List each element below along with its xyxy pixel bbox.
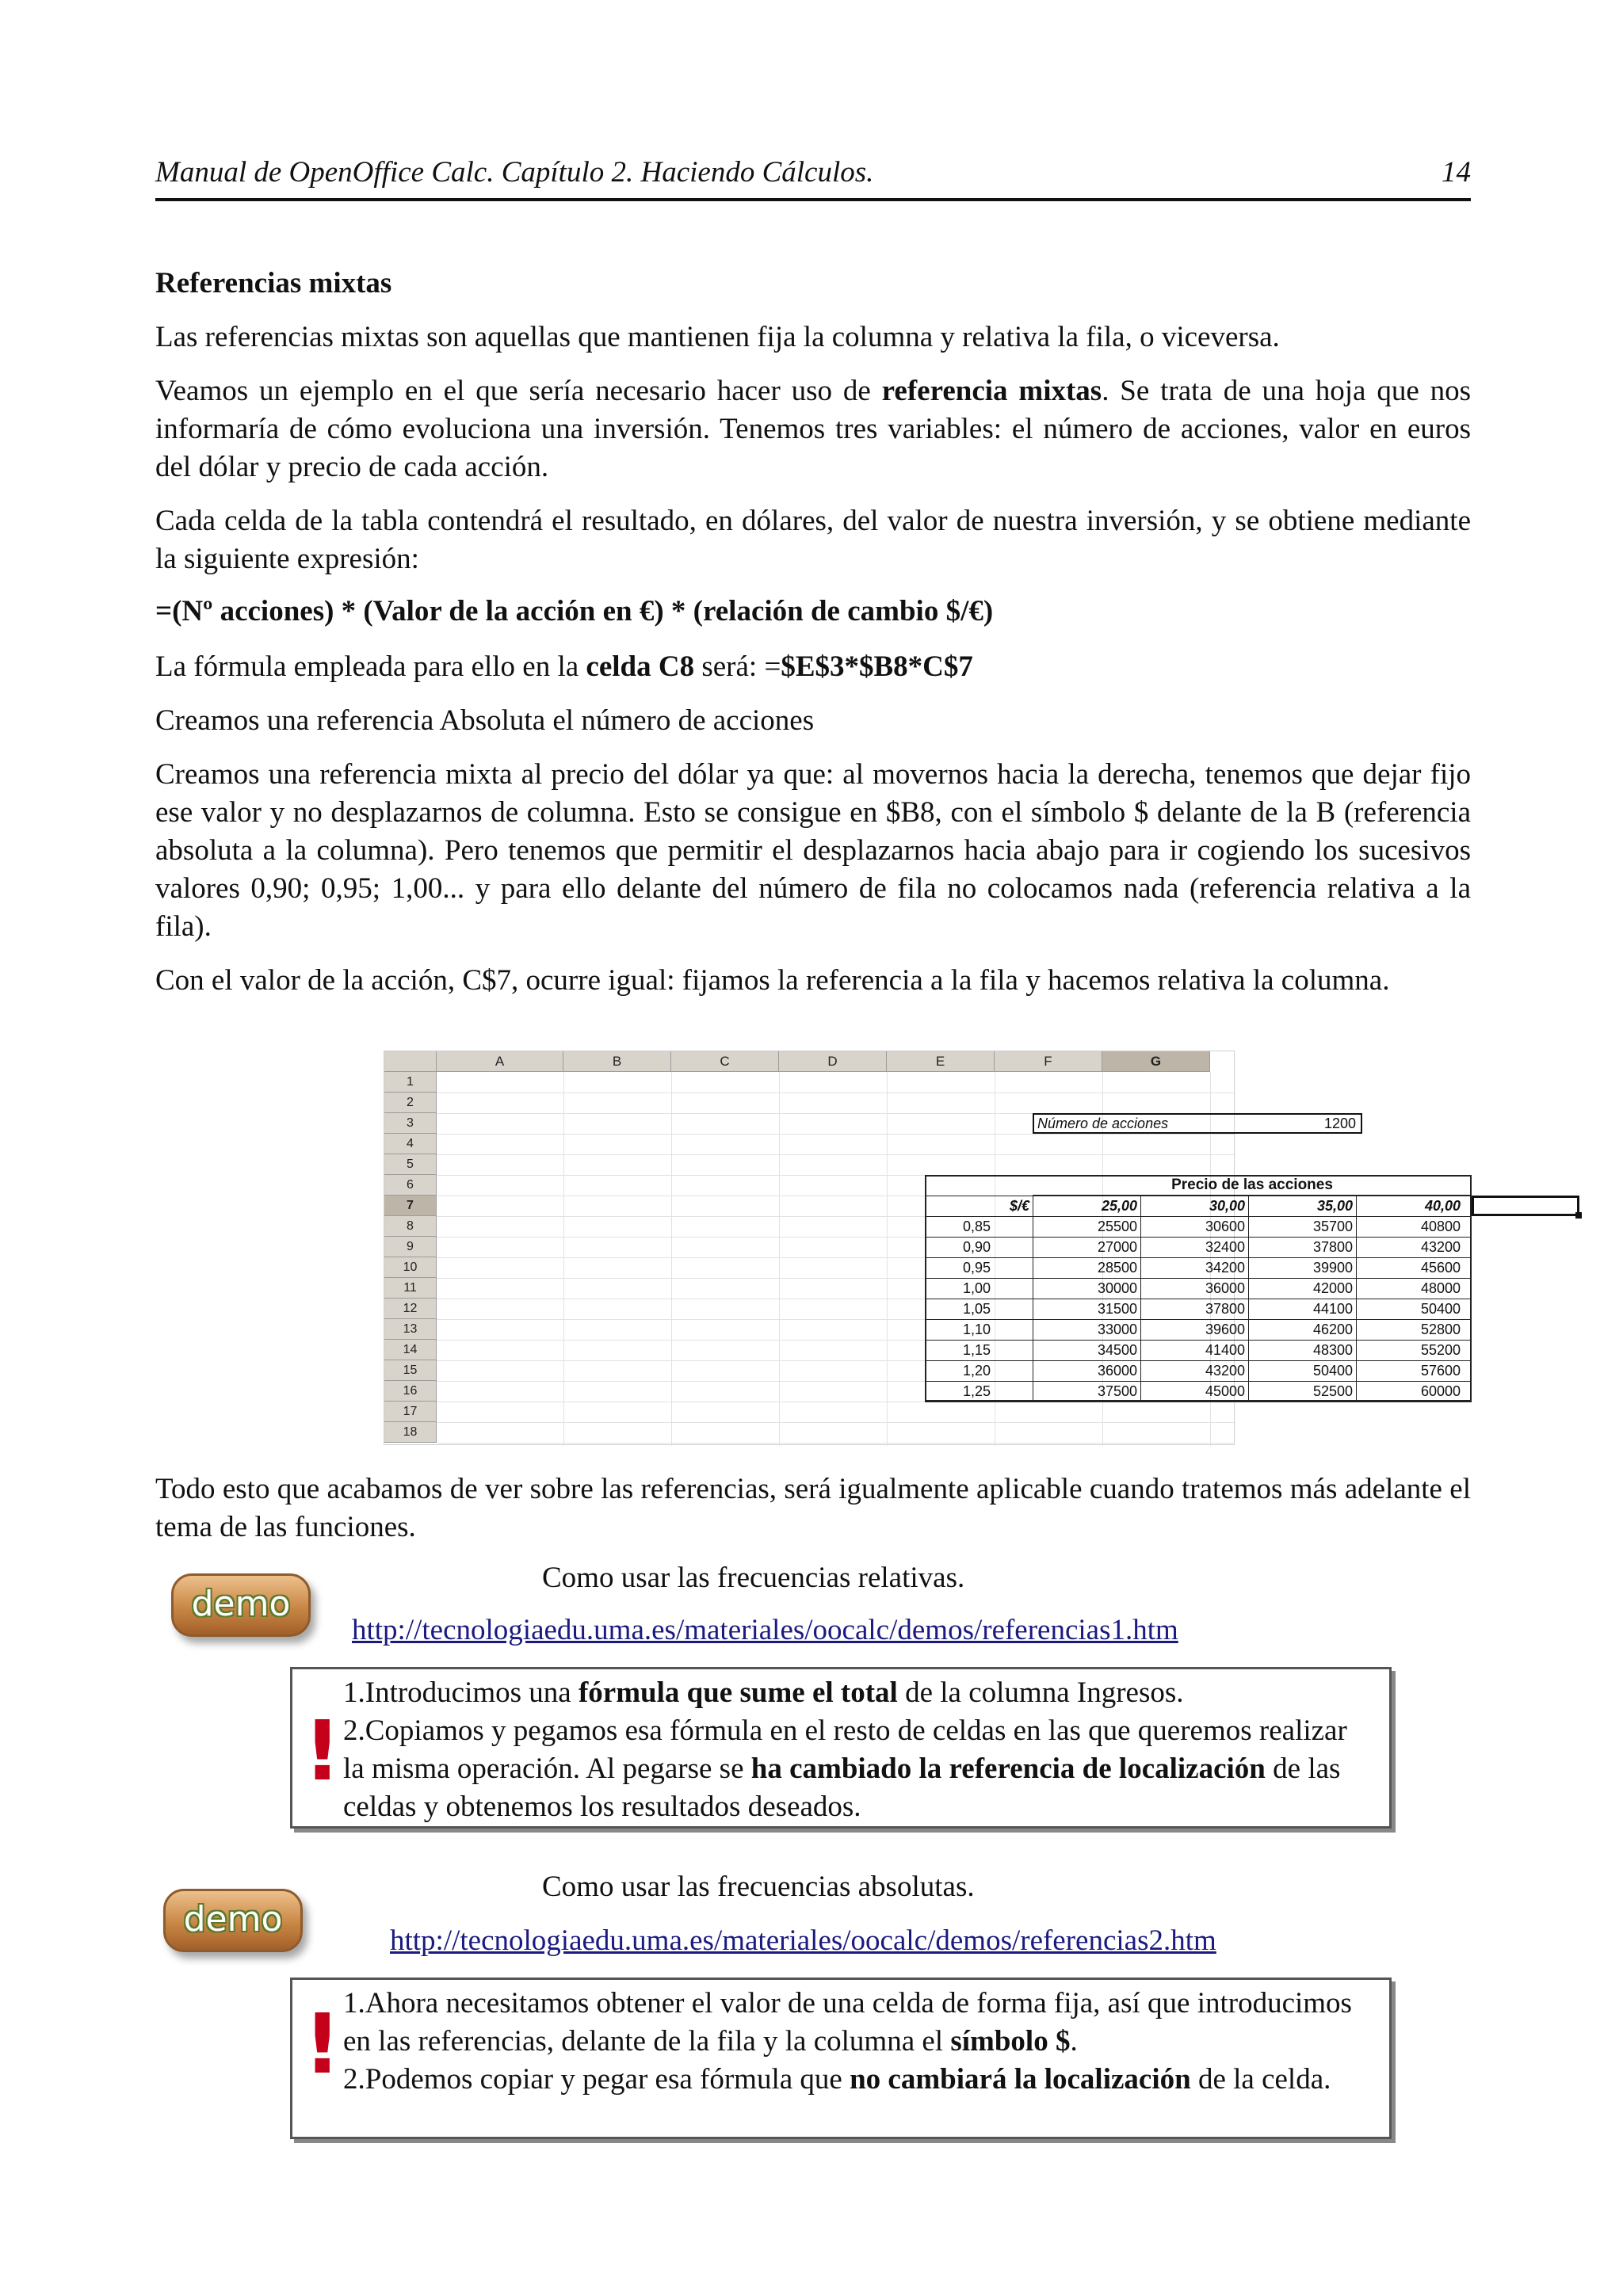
note2-item-2: 2.Podemos copiar y pegar esa fórmula que no cambiará la localización de la celda.: [343, 2063, 1331, 2096]
row-header-16[interactable]: 16: [384, 1381, 437, 1402]
intro-paragraph: Las referencias mixtas son aquellas que mantienen fija la columna y relativa la fila, o viceversa.: [155, 321, 1280, 353]
cell-value[interactable]: 45000: [1205, 1383, 1245, 1399]
note2-item-1: 1.Ahora necesitamos obtener el valor de una celda de forma fija, así que introducimos en las referencias, delante de la fila y la columna el símbolo $.: [343, 1987, 1352, 2058]
cell-rate-4[interactable]: 1,00: [963, 1280, 991, 1296]
cell-value[interactable]: 30600: [1205, 1219, 1245, 1234]
cell-value[interactable]: 55200: [1420, 1342, 1461, 1358]
row-header-13[interactable]: 13: [384, 1319, 437, 1340]
cell-value[interactable]: 37500: [1097, 1383, 1137, 1399]
example-paragraph: Veamos un ejemplo en el que sería necesario hacer uso de referencia mixtas. Se trata de una hoja que nos informaría de cómo evoluciona una inversión. Tenemos tres variables: el número de acciones, valor en euros del dólar y precio de cada acción.: [155, 375, 1471, 483]
cell-value[interactable]: 28500: [1097, 1260, 1137, 1276]
cell-value[interactable]: 40800: [1420, 1219, 1461, 1234]
cell-value[interactable]: 48000: [1420, 1280, 1461, 1296]
cell-price-4[interactable]: 40,00: [1424, 1198, 1461, 1214]
grid-line: [437, 1443, 1235, 1444]
cell-value[interactable]: 43200: [1205, 1363, 1245, 1379]
cell-rate-3[interactable]: 0,95: [963, 1260, 991, 1276]
column-header-g[interactable]: G: [1102, 1051, 1210, 1072]
row-header-10[interactable]: 10: [384, 1257, 437, 1278]
note1-item-1: 1.Introducimos una fórmula que sume el total de la columna Ingresos.: [343, 1676, 1184, 1709]
cell-value[interactable]: 33000: [1097, 1322, 1137, 1337]
cell-value[interactable]: 31500: [1097, 1301, 1137, 1317]
row-header-6[interactable]: 6: [384, 1175, 437, 1196]
column-header-a[interactable]: A: [437, 1051, 563, 1072]
demo-button-1[interactable]: demo: [171, 1573, 311, 1637]
cell-rate-6[interactable]: 1,10: [963, 1322, 991, 1337]
cell-value[interactable]: 37800: [1205, 1301, 1245, 1317]
column-header-c[interactable]: C: [671, 1051, 779, 1072]
column-header-e[interactable]: E: [887, 1051, 995, 1072]
cell-rate-7[interactable]: 1,15: [963, 1342, 991, 1358]
demo2-link[interactable]: http://tecnologiaedu.uma.es/materiales/oocalc/demos/referencias2.htm: [390, 1924, 1216, 1957]
cell-value[interactable]: 52800: [1420, 1322, 1461, 1337]
note1-list: [343, 1674, 1373, 1826]
cell-price-3[interactable]: 35,00: [1316, 1198, 1353, 1214]
fill-handle[interactable]: [1575, 1212, 1582, 1219]
cell-value[interactable]: 32400: [1205, 1239, 1245, 1255]
demo-button-2[interactable]: demo: [163, 1889, 303, 1952]
cell-value[interactable]: 36000: [1097, 1363, 1137, 1379]
column-header-b[interactable]: B: [563, 1051, 671, 1072]
cell-value[interactable]: 46200: [1312, 1322, 1353, 1337]
cell-value[interactable]: 57600: [1420, 1363, 1461, 1379]
note1-item-2: 2.Copiamos y pegamos esa fórmula en el resto de celdas en las que queremos realizar la misma operación. Al pegarse se ha cambiado la referencia de localización de las celdas y obtenemos los resultados deseados.: [343, 1714, 1347, 1823]
cell-value[interactable]: 39900: [1312, 1260, 1353, 1276]
grid-line: [671, 1072, 672, 1446]
row-header-9[interactable]: 9: [384, 1237, 437, 1257]
running-header-title: Manual de OpenOffice Calc. Capítulo 2. Haciendo Cálculos.: [155, 156, 874, 189]
cell-value[interactable]: 25500: [1097, 1219, 1137, 1234]
cell-rate-2[interactable]: 0,90: [963, 1239, 991, 1255]
cell-rate-1[interactable]: 0,85: [963, 1219, 991, 1234]
cell-b7[interactable]: $/€: [1009, 1198, 1029, 1214]
demo1-link[interactable]: http://tecnologiaedu.uma.es/materiales/oocalc/demos/referencias1.htm: [352, 1614, 1178, 1646]
exclamation-icon: !: [304, 1996, 342, 2092]
cell-value[interactable]: 41400: [1205, 1342, 1245, 1358]
cell-value[interactable]: 50400: [1420, 1301, 1461, 1317]
cell-value[interactable]: 34200: [1205, 1260, 1245, 1276]
column-header-f[interactable]: F: [995, 1051, 1102, 1072]
row-header-15[interactable]: 15: [384, 1360, 437, 1381]
expression-paragraph: Cada celda de la tabla contendrá el resultado, en dólares, del valor de nuestra inversión, y se obtiene mediante la siguiente expresión:: [155, 505, 1471, 575]
grid-line: [437, 1134, 1235, 1135]
cell-value[interactable]: 45600: [1420, 1260, 1461, 1276]
demo2-caption: Como usar las frecuencias absolutas.: [542, 1871, 975, 1903]
row-header-4[interactable]: 4: [384, 1134, 437, 1154]
selected-cell-g7[interactable]: [1472, 1196, 1579, 1216]
header-rule: [155, 198, 1471, 201]
functions-paragraph: Todo esto que acabamos de ver sobre las referencias, será igualmente aplicable cuando tratemos más adelante el tema de las funciones.: [155, 1473, 1471, 1543]
grid-line: [437, 1154, 1235, 1155]
cell-value[interactable]: 43200: [1420, 1239, 1461, 1255]
cell-value[interactable]: 30000: [1097, 1280, 1137, 1296]
acciones-box: [1033, 1113, 1362, 1134]
share-value-paragraph: Con el valor de la acción, C$7, ocurre igual: fijamos la referencia a la fila y hacemos relativa la columna.: [155, 964, 1390, 997]
page-number: 14: [1442, 156, 1471, 189]
note2-list: [343, 1985, 1373, 2099]
row-header-17[interactable]: 17: [384, 1402, 437, 1422]
acciones-label: Número de acciones: [1037, 1116, 1169, 1131]
absolute-ref-paragraph: Creamos una referencia Absoluta el número de acciones: [155, 704, 815, 737]
price-table-title: Precio de las acciones: [1033, 1175, 1472, 1196]
row-header-2[interactable]: 2: [384, 1093, 437, 1113]
cell-rate-5[interactable]: 1,05: [963, 1301, 991, 1317]
formula-cell-paragraph: La fórmula empleada para ello en la celda C8 será: =$E$3*$B8*C$7: [155, 650, 973, 683]
exclamation-icon: !: [304, 1703, 342, 1799]
cell-value[interactable]: 50400: [1312, 1363, 1353, 1379]
cell-value[interactable]: 60000: [1420, 1383, 1461, 1399]
cell-price-1[interactable]: 25,00: [1101, 1198, 1137, 1214]
cell-value[interactable]: 52500: [1312, 1383, 1353, 1399]
cell-value[interactable]: 39600: [1205, 1322, 1245, 1337]
cell-value[interactable]: 48300: [1312, 1342, 1353, 1358]
grid-line: [779, 1072, 780, 1446]
column-header-d[interactable]: D: [779, 1051, 887, 1072]
demo1-caption: Como usar las frecuencias relativas.: [542, 1562, 965, 1594]
row-header-1[interactable]: 1: [384, 1072, 437, 1093]
cell-value[interactable]: 37800: [1312, 1239, 1353, 1255]
spreadsheet-figure: [384, 1051, 1461, 1445]
cell-price-2[interactable]: 30,00: [1209, 1198, 1245, 1214]
row-header-12[interactable]: 12: [384, 1299, 437, 1319]
note-box-2: [290, 1978, 1392, 2139]
cell-rate-9[interactable]: 1,25: [963, 1383, 991, 1399]
row-header-18[interactable]: 18: [384, 1422, 437, 1443]
cell-value[interactable]: 27000: [1097, 1239, 1137, 1255]
cell-value[interactable]: 35700: [1312, 1219, 1353, 1234]
note-box-1: [290, 1667, 1392, 1829]
acciones-value: 1200: [1323, 1116, 1356, 1131]
formula-expression: =(Nº acciones) * (Valor de la acción en €) * (relación de cambio $/€): [155, 595, 994, 627]
row-header-3[interactable]: 3: [384, 1113, 437, 1134]
cell-rate-8[interactable]: 1,20: [963, 1363, 991, 1379]
grid-line: [563, 1072, 564, 1446]
grid-line: [887, 1072, 888, 1446]
cell-value[interactable]: 42000: [1312, 1280, 1353, 1296]
row-header-5[interactable]: 5: [384, 1154, 437, 1175]
mixed-ref-paragraph: Creamos una referencia mixta al precio del dólar ya que: al movernos hacia la derecha, tenemos que dejar fijo ese valor y no desplazarnos de columna. Esto se consigue en $B8, con el símbolo $ delante de la B (referencia absoluta a la columna). Pero tenemos que permitir el desplazarnos hacia abajo para ir cogiendo los sucesivos valores 0,90; 0,95; 1,00... y para ello delante del número de fila no colocamos nada (referencia relativa a la fila).: [155, 758, 1471, 943]
cell-value[interactable]: 44100: [1312, 1301, 1353, 1317]
row-header-14[interactable]: 14: [384, 1340, 437, 1360]
cell-value[interactable]: 36000: [1205, 1280, 1245, 1296]
section-title: Referencias mixtas: [155, 267, 392, 299]
row-header-7[interactable]: 7: [384, 1196, 437, 1216]
row-header-8[interactable]: 8: [384, 1216, 437, 1237]
cell-value[interactable]: 34500: [1097, 1342, 1137, 1358]
grid-line: [437, 1422, 1235, 1423]
sheet-corner: [384, 1051, 437, 1072]
row-header-11[interactable]: 11: [384, 1278, 437, 1299]
